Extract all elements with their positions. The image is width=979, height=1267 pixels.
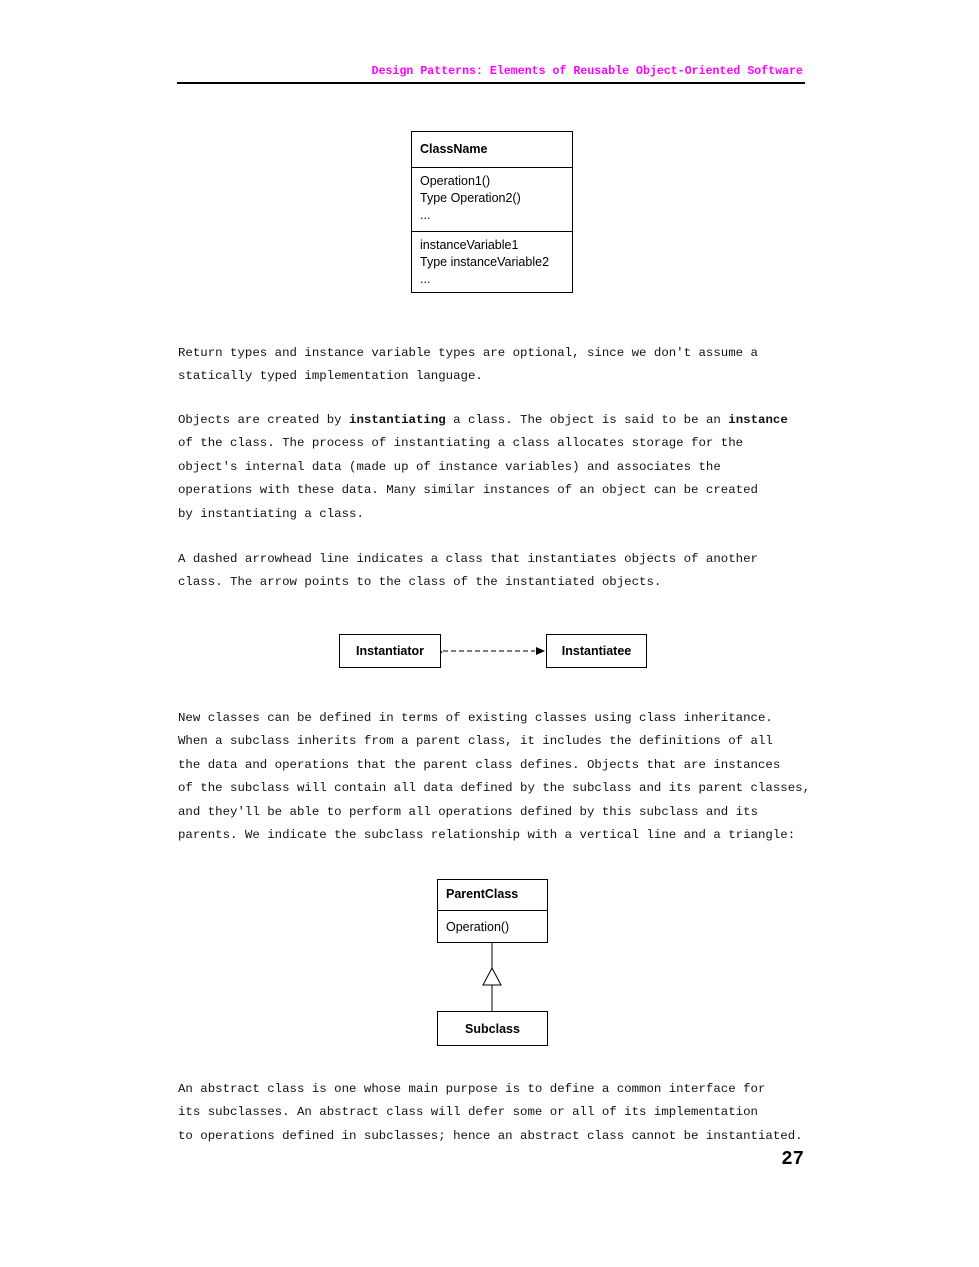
text-line: class. The arrow points to the class of the instantiated objects. <box>178 575 662 590</box>
text-line: the data and operations that the parent class defines. Objects that are instances <box>178 757 781 772</box>
text-line: operations with these data. Many similar instances of an object can be created <box>178 483 758 498</box>
instantiator-box: Instantiator <box>339 634 441 668</box>
text-line: object's internal data (made up of instance variables) and associates the <box>178 459 721 474</box>
variable-item: instanceVariable1 <box>420 238 519 252</box>
paragraph-abstract-class <box>178 1078 818 1148</box>
text-run: a class. The object is said to be an <box>445 413 729 427</box>
operation-item: ... <box>420 208 431 222</box>
term-instance: instance <box>728 413 788 427</box>
book-title: Design Patterns: Elements of Reusable Object-Oriented Software <box>371 65 803 78</box>
text-line: An abstract class is one whose main purpose is to define a common interface for <box>178 1082 766 1096</box>
instantiatee-box: Instantiatee <box>546 634 647 668</box>
text-line: of the class. The process of instantiating a class allocates storage for the <box>178 436 744 451</box>
page-number: 27 <box>781 1148 804 1170</box>
text-line: and they'll be able to perform all operations defined by this subclass and its <box>178 804 758 819</box>
text-line: When a subclass inherits from a parent class, it includes the definitions of all <box>178 734 773 749</box>
text-line: Return types and instance variable types are optional, since we don't assume a <box>178 346 758 360</box>
text-line: statically typed implementation language. <box>178 369 483 384</box>
inheritance-triangle-icon <box>483 968 501 985</box>
variable-item: ... <box>420 272 431 286</box>
operation-item: Type Operation2() <box>420 191 521 205</box>
text-line: to operations defined in subclasses; hence an abstract class cannot be instantiated. <box>178 1128 803 1143</box>
parent-class-name: ParentClass <box>446 887 519 901</box>
parent-class-operation: Operation() <box>438 910 547 942</box>
term-instantiating: instantiating <box>349 413 446 427</box>
text-line: of the subclass will contain all data defined by the subclass and its parent classes, <box>178 781 811 796</box>
text-line: A dashed arrowhead line indicates a class that instantiates objects of another <box>178 552 758 566</box>
operation-item: Operation1() <box>420 174 491 188</box>
text-line: by instantiating a class. <box>178 506 364 521</box>
text-line: New classes can be defined in terms of existing classes using class inheritance. <box>178 711 773 725</box>
text-line: its subclasses. An abstract class will defer some or all of its implementation <box>178 1105 758 1120</box>
variable-item: Type instanceVariable2 <box>420 255 550 269</box>
text-line: parents. We indicate the subclass relationship with a vertical line and a triangle: <box>178 828 796 843</box>
subclass-box: Subclass <box>437 1011 548 1046</box>
class-name: ClassName <box>420 142 488 156</box>
text-run: Objects are created by <box>178 413 350 427</box>
